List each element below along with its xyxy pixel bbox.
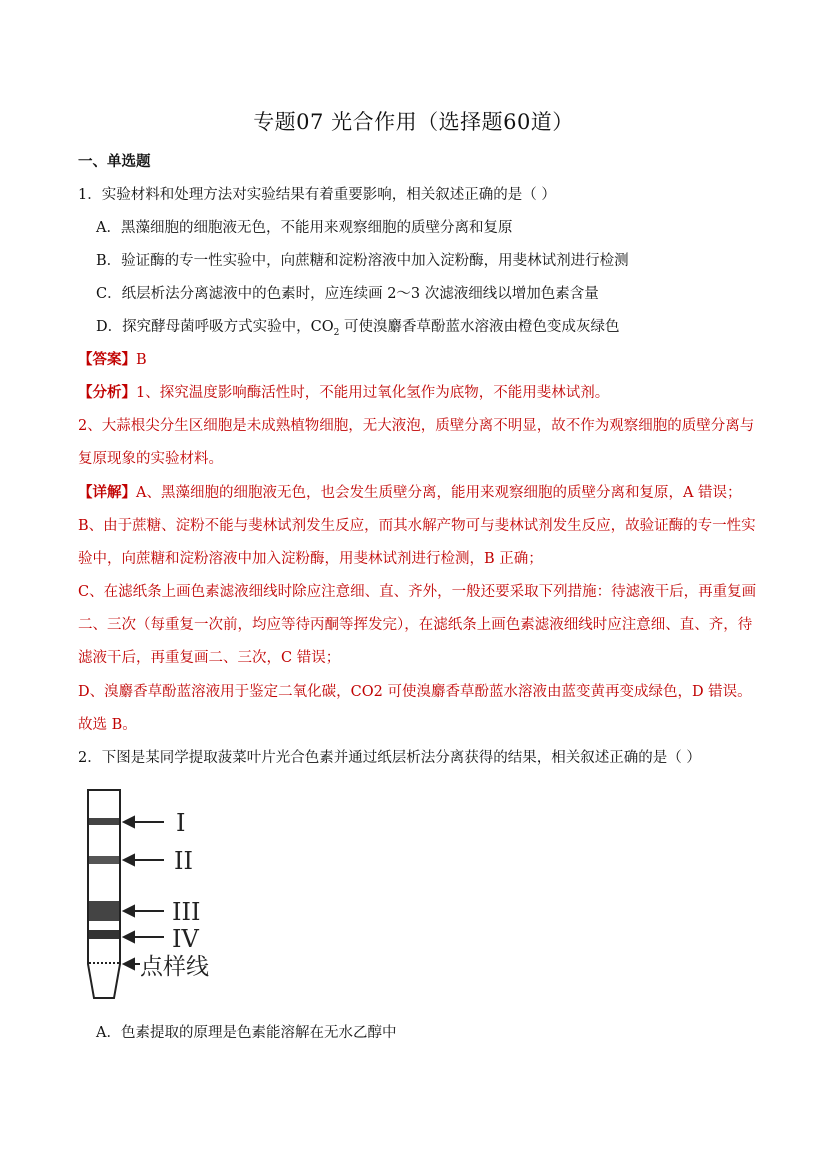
arrowhead-4 [124, 932, 134, 942]
chromatography-strip-svg [84, 788, 244, 1000]
co2-subscript: 2 [333, 327, 340, 338]
detail-line-c3: 滤液干后，再重复画二、三次，C 错误； [78, 650, 341, 666]
band-labels [140, 809, 209, 980]
chromatography-strip-figure [84, 788, 244, 1000]
question-1-stem: 1．实验材料和处理方法对实验结果有着重要影响，相关叙述正确的是（ ） [78, 187, 556, 203]
arrowhead-1 [124, 817, 134, 827]
answer-line [78, 348, 147, 369]
section-heading: 一、单选题 [78, 153, 151, 170]
label-band-2: II [174, 847, 193, 875]
analysis-text-1: 1、探究温度影响酶活性时，不能用过氧化氢作为底物，不能用斐林试剂。 [136, 385, 610, 401]
detail-line-b1: B、由于蔗糖、淀粉不能与斐林试剂发生反应，而其水解产物可与斐林试剂发生反应，故验证酶的专一性实 [78, 518, 756, 534]
question-2-option-a: A．色素提取的原理是色素能溶解在无水乙醇中 [96, 1025, 397, 1041]
detail-line-b2: 验中，向蔗糖和淀粉溶液中加入淀粉酶，用斐林试剂进行检测，B 正确； [78, 551, 543, 567]
answer-value: B [136, 352, 147, 368]
pigment-band-3 [89, 901, 119, 921]
analysis-line-1 [78, 381, 609, 402]
page-title: 专题07 光合作用（选择题60道） [253, 110, 574, 134]
question-1-option-b: B．验证酶的专一性实验中，向蔗糖和淀粉溶液中加入淀粉酶，用斐林试剂进行检测 [96, 253, 629, 269]
detail-line-c2: 二、三次（每重复一次前，均应等待丙酮等挥发完），在滤纸条上画色素滤液细线时应注意细、直、齐，待 [78, 617, 753, 633]
label-band-3: III [172, 898, 201, 926]
option-d-text: D．探究酵母菌呼吸方式实验中，CO [96, 319, 334, 335]
answer-tag: 【答案】 [78, 351, 136, 368]
detail-tag: 【详解】 [78, 484, 136, 501]
detail-line-a [78, 481, 742, 502]
pigment-band-1 [89, 818, 119, 825]
label-band-4: IV [172, 925, 199, 953]
arrows [124, 817, 164, 969]
detail-line-d: D、溴麝香草酚蓝溶液用于鉴定二氧化碳，CO2 可使溴麝香草酚蓝水溶液由蓝变黄再变成绿色，D 错误。 [78, 684, 752, 700]
question-1-option-a: A．黑藻细胞的细胞液无色，不能用来观察细胞的质壁分离和复原 [96, 220, 513, 236]
analysis-line-2: 2、大蒜根尖分生区细胞是未成熟植物细胞，无大液泡，质壁分离不明显，故不作为观察细胞的质壁分离与 [78, 418, 755, 434]
question-1-option-d [96, 315, 619, 338]
analysis-line-3: 复原现象的实验材料。 [78, 451, 223, 467]
pigment-band-2 [89, 856, 119, 864]
detail-text-a: A、黑藻细胞的细胞液无色，也会发生质壁分离，能用来观察细胞的质壁分离和复原，A 错误； [136, 485, 742, 501]
option-d-text-rest: 可使溴麝香草酚蓝水溶液由橙色变成灰绿色 [339, 319, 620, 335]
conclusion-line: 故选 B。 [78, 717, 137, 733]
detail-line-c1: C、在滤纸条上画色素滤液细线时除应注意细、直、齐外，一般还要采取下列措施：待滤液干后，再重复画 [78, 584, 757, 600]
arrowhead-3 [124, 906, 134, 916]
arrowhead-2 [124, 855, 134, 865]
arrowhead-5 [124, 959, 134, 969]
label-band-1: I [176, 809, 186, 837]
question-1-option-c: C．纸层析法分离滤液中的色素时，应连续画 2～3 次滤液细线以增加色素含量 [96, 286, 599, 302]
question-2-stem: 2．下图是某同学提取菠菜叶片光合色素并通过纸层析法分离获得的结果，相关叙述正确的是（ ） [78, 750, 701, 766]
pigment-band-4 [89, 930, 119, 939]
analysis-tag: 【分析】 [78, 384, 136, 401]
label-sample-line: 点样线 [140, 954, 209, 980]
